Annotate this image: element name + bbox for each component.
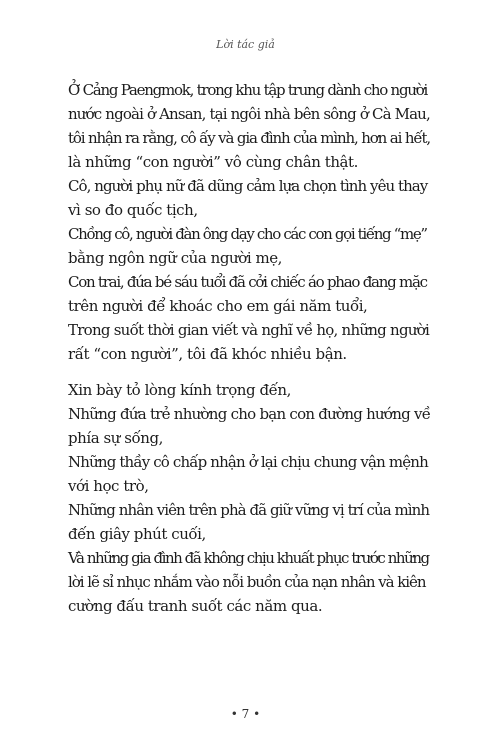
text-line: vì so đo quốc tịch, xyxy=(68,201,198,219)
text-line: trên người để khoác cho em gái năm tuổi, xyxy=(68,297,368,315)
text-line: nước ngoài ở Ansan, tại ngôi nhà bên sông ở Cà Mau, xyxy=(68,105,430,123)
text-line: cường đấu tranh suốt các năm qua. xyxy=(68,597,323,615)
paragraph-1 xyxy=(68,78,430,366)
text-line: Những thầy cô chấp nhận ở lại chịu chung vận mệnh xyxy=(68,453,428,471)
text-line: tôi nhận ra rằng, cô ấy và gia đình của mình, hơn ai hết, xyxy=(68,129,430,147)
text-line: phía sự sống, xyxy=(68,429,163,447)
text-line: Những đứa trẻ nhường cho bạn con đường hướng về xyxy=(68,405,431,423)
text-line: Ở Cảng Paengmok, trong khu tập trung dành cho người xyxy=(68,81,428,99)
page-number: • 7 • xyxy=(230,707,261,721)
text-line: là những “con người” vô cùng chân thật. xyxy=(68,153,358,171)
text-line: Những nhân viên trên phà đã giữ vững vị trí của mình xyxy=(68,501,430,519)
text-line: với học trò, xyxy=(68,477,149,495)
paragraph-2 xyxy=(68,378,430,618)
text-line: bằng ngôn ngữ của người mẹ, xyxy=(68,249,282,267)
text-line: Con trai, đứa bé sáu tuổi đã cởi chiếc áo phao đang mặc xyxy=(68,273,427,291)
text-line: rất “con người”, tôi đã khóc nhiều bận. xyxy=(68,345,347,363)
running-head-title: Lời tác giả xyxy=(216,38,275,51)
text-line: đến giây phút cuối, xyxy=(68,525,206,543)
text-line: Cô, người phụ nữ đã dũng cảm lựa chọn tình yêu thay xyxy=(68,177,428,195)
text-line: Chồng cô, người đàn ông dạy cho các con gọi tiếng “mẹ” xyxy=(68,225,427,243)
text-line: Xin bày tỏ lòng kính trọng đến, xyxy=(68,381,291,399)
text-line: Và những gia đình đã không chịu khuất phục trước những xyxy=(68,549,429,567)
text-line: lời lẽ sỉ nhục nhắm vào nỗi buồn của nạn nhân và kiên xyxy=(68,573,426,591)
text-line: Trong suốt thời gian viết và nghĩ về họ, những người xyxy=(68,321,430,339)
